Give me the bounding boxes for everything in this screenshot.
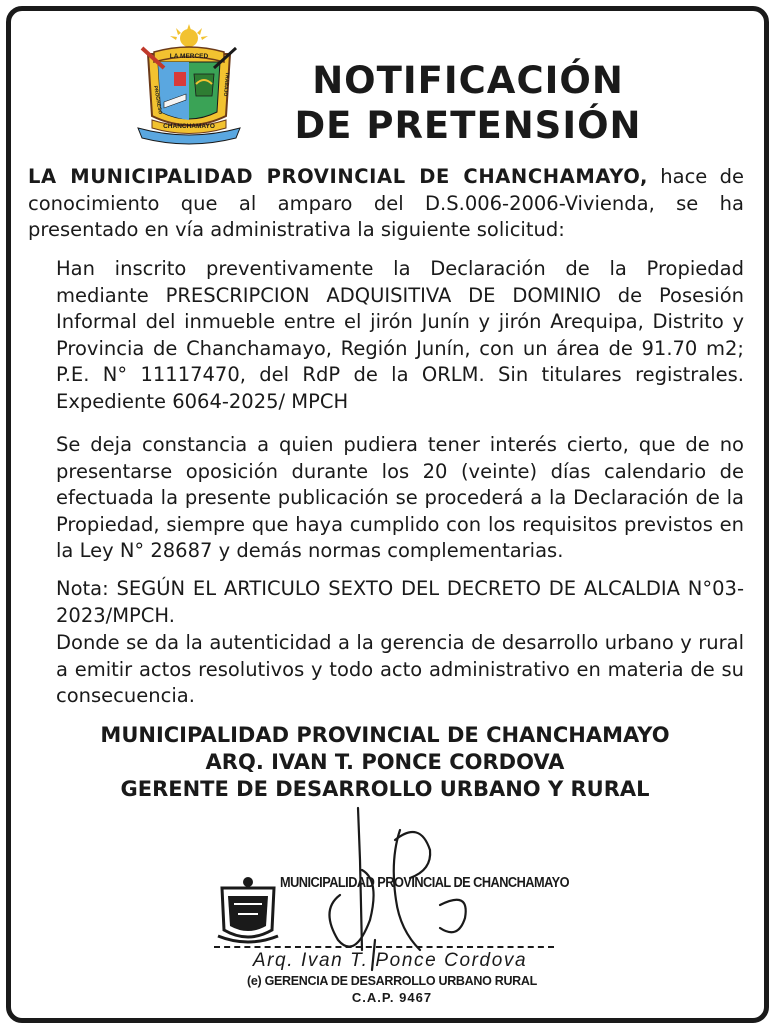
body-paragraph-4: Donde se da la autenticidad a la gerencia de desarrollo urbano y rural a emitir actos resolutivos y todo acto administrativo en materia de su consecuencia.	[56, 631, 744, 707]
logo-left-text: PROGRESO	[152, 85, 163, 115]
stamp-header: MUNICIPALIDAD PROVINCIAL DE CHANCHAMAYO	[280, 875, 569, 891]
intro-paragraph	[28, 164, 744, 244]
stamp-name: Arq. Ivan T. Ponce Cordova	[252, 950, 528, 971]
title-line-2: DE PRETENSIÓN	[294, 104, 642, 147]
signatory-role: GERENTE DE DESARROLLO URBANO Y RURAL	[120, 777, 650, 801]
logo-banner-text: LA MERCED	[169, 53, 209, 60]
title-line-1: NOTIFICACIÓN	[312, 59, 624, 102]
handwritten-signature-icon	[300, 800, 520, 975]
logo-right-text: TRABAJO	[221, 71, 230, 97]
body-paragraph-1: Han inscrito preventivamente la Declaración de la Propiedad mediante PRESCRIPCION ADQUISITIVA DE DOMINIO de Posesión Informal del inmueble entre el jirón Junín y jirón Arequipa, Distrito y Provincia de Chanchamayo, Región Junín, con un área de 91.70 m2; P.E. N° 11117470, del RdP de la ORLM. Sin titulares registrales. Expediente 6064-2025/ MPCH	[56, 257, 744, 413]
municipal-seal-icon	[216, 874, 280, 948]
page-title	[258, 58, 678, 148]
intro-text: hace de conocimiento que al amparo del D.S.006-2006-Vivienda, se ha presentado en vía administrativa la siguiente solicitud:	[28, 165, 744, 241]
stamp-cap-number: C.A.P. 9467	[351, 990, 433, 1005]
signatory-name: ARQ. IVAN T. PONCE CORDOVA	[205, 750, 565, 774]
note-paragraph: Nota: SEGÚN EL ARTICULO SEXTO DEL DECRETO DE ALCALDIA N°03-2023/MPCH.	[56, 577, 744, 627]
signatory-institution: MUNICIPALIDAD PROVINCIAL DE CHANCHAMAYO	[100, 723, 670, 747]
stamp-department: (e) GERENCIA DE DESARROLLO URBANO RURAL	[247, 974, 537, 988]
body-paragraph-2: Se deja constancia a quien pudiera tener interés cierto, que de no presentarse oposición durante los 20 (veinte) días calendario de efectuada la presente publicación se procederá a la Declaración de la Propiedad, siempre que haya cumplido con los requisitos previstos en la Ley N° 28687 y demás normas complementarias.	[56, 433, 744, 562]
municipal-coat-of-arms-icon	[134, 24, 244, 146]
logo-bottom-text: CHANCHAMAYO	[163, 123, 215, 130]
intro-bold-text: LA MUNICIPALIDAD PROVINCIAL DE CHANCHAMAYO,	[28, 165, 648, 188]
